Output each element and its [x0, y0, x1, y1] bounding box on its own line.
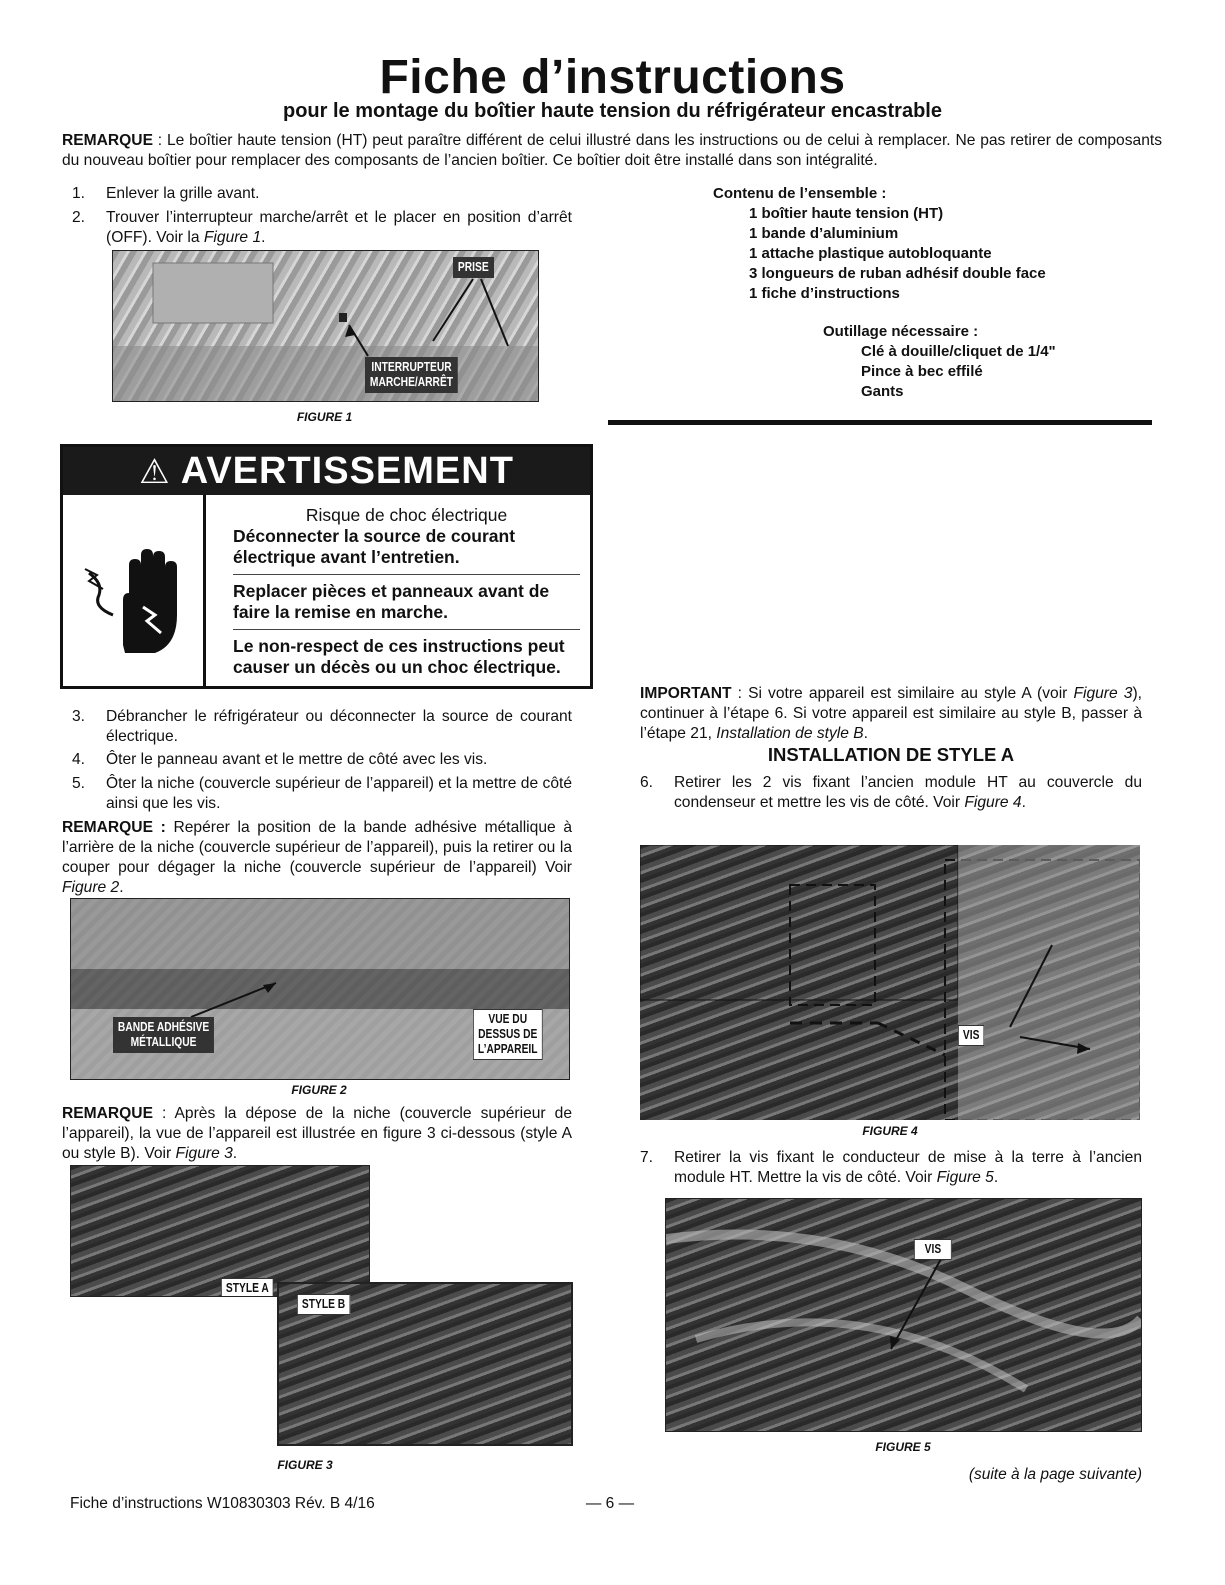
kit-item: 1 attache plastique autobloquante	[749, 245, 992, 262]
figure-5-photo	[665, 1198, 1142, 1432]
important-note: IMPORTANT : Si votre appareil est similaire au style A (voir Figure 3), continuer à l’étape 6. Si votre appareil est similaire au style B, passer à l’étape 21, Installation de style B.	[640, 685, 1142, 742]
label-vis-fig4: VIS	[958, 1025, 984, 1046]
page-title: Fiche d’instructions	[379, 51, 846, 104]
warning-box	[60, 444, 593, 689]
label-prise: PRISE	[453, 257, 494, 278]
kit-item: 3 longueurs de ruban adhésif double face	[749, 265, 1046, 282]
figure-2-photo	[70, 898, 570, 1080]
step-6: 6. Retirer les 2 vis fixant l’ancien module HT au couvercle du condenseur et mettre les vis de côté. Voir Figure 4.	[640, 774, 1142, 811]
figure-5-caption: FIGURE 5	[875, 1440, 931, 1454]
warning-text	[233, 505, 580, 678]
note-label: REMARQUE	[62, 132, 153, 149]
note-remarque-2: REMARQUE : Repérer la position de la bande adhésive métallique à l’arrière de la niche (couvercle supérieur de l’appareil), puis la retirer ou la couper pour dégager la niche (couvercle supérieur de l’appareil) Voir Figure 2.	[62, 819, 572, 896]
figure-2-caption: FIGURE 2	[291, 1083, 347, 1097]
figure-3-style-b-photo	[277, 1282, 573, 1446]
warning-line-3: Le non-respect de ces instructions peut causer un décès ou un choc électrique.	[233, 636, 565, 677]
step-7: 7. Retirer la vis fixant le conducteur de mise à la terre à l’ancien module HT. Mettre la vis de côté. Voir Figure 5.	[640, 1149, 1142, 1186]
tool-item: Gants	[861, 383, 904, 400]
figure-1-photo	[112, 250, 539, 402]
kit-item: 1 bande d’aluminium	[749, 225, 899, 242]
page-subtitle: pour le montage du boîtier haute tension du réfrigérateur encastrable	[282, 100, 942, 122]
label-style-b: STYLE B	[297, 1294, 350, 1315]
figure-3-style-a-photo	[70, 1165, 370, 1297]
note-text: : Le boîtier haute tension (HT) peut paraître différent de celui illustré dans les instructions ou de celui à remplacer. Ne pas retirer de composants du nouveau boîtier pour remplacer des composants de l’ancien boîtier. Ce boîtier doit être installé dans son intégralité.	[62, 132, 1162, 169]
shock-hazard-icon	[63, 495, 206, 686]
figure-1-caption: FIGURE 1	[296, 410, 353, 424]
note-remarque-3: REMARQUE : Après la dépose de la niche (couvercle supérieur de l’appareil), la vue de l’appareil est illustrée en figure 3 ci-dessous (style A ou style B). Voir Figure 3.	[62, 1105, 572, 1162]
step-4: 4. Ôter le panneau avant et le mettre de côté avec les vis.	[72, 751, 488, 768]
tools-heading: Outillage nécessaire :	[823, 323, 979, 340]
warning-triangle-icon: ⚠	[139, 453, 171, 491]
figure-4-photo	[640, 845, 1140, 1120]
tool-item: Pince à bec effilé	[861, 363, 983, 380]
tool-item: Clé à douille/cliquet de 1/4"	[861, 343, 1056, 360]
warning-line-1: Déconnecter la source de courant électrique avant l’entretien.	[233, 526, 516, 567]
label-vis-fig5: VIS	[914, 1239, 952, 1260]
page-number: — 6 —	[585, 1495, 635, 1512]
warning-header: ⚠ AVERTISSEMENT	[63, 447, 590, 495]
step-5: 5. Ôter la niche (couvercle supérieur de l’appareil) et la mettre de côté ainsi que les vis.	[72, 775, 572, 812]
warning-line-2: Replacer pièces et panneaux avant de faire la remise en marche.	[233, 581, 550, 622]
kit-item: 1 boîtier haute tension (HT)	[749, 205, 944, 222]
label-bande-adhesive: BANDE ADHÉSIVE MÉTALLIQUE	[113, 1017, 214, 1053]
warning-title: Risque de choc électrique	[305, 505, 508, 525]
figure-4-caption: FIGURE 4	[862, 1124, 918, 1138]
label-interrupteur: INTERRUPTEUR MARCHE/ARRÊT	[365, 357, 458, 393]
divider-rule	[608, 420, 1152, 425]
label-vue-dessus: VUE DU DESSUS DE L’APPAREIL	[473, 1009, 542, 1060]
kit-item: 1 fiche d’instructions	[749, 285, 900, 302]
continued-note: (suite à la page suivante)	[968, 1466, 1142, 1483]
label-style-a: STYLE A	[221, 1278, 274, 1297]
kit-heading: Contenu de l’ensemble :	[713, 185, 887, 202]
step-2: 2. Trouver l’interrupteur marche/arrêt et le placer en position d’arrêt (OFF). Voir la Figure 1.	[72, 209, 572, 246]
figure-3-caption: FIGURE 3	[277, 1458, 333, 1472]
kit-contents	[713, 184, 1163, 402]
section-heading-style-a: INSTALLATION DE STYLE A	[767, 744, 1015, 765]
note-remarque-1	[62, 131, 1162, 171]
step-1: 1. Enlever la grille avant.	[72, 185, 260, 202]
footer-doc-id: Fiche d’instructions W10830303 Rév. B 4/16	[70, 1495, 375, 1512]
step-3: 3. Débrancher le réfrigérateur ou déconnecter la source de courant électrique.	[72, 708, 572, 745]
